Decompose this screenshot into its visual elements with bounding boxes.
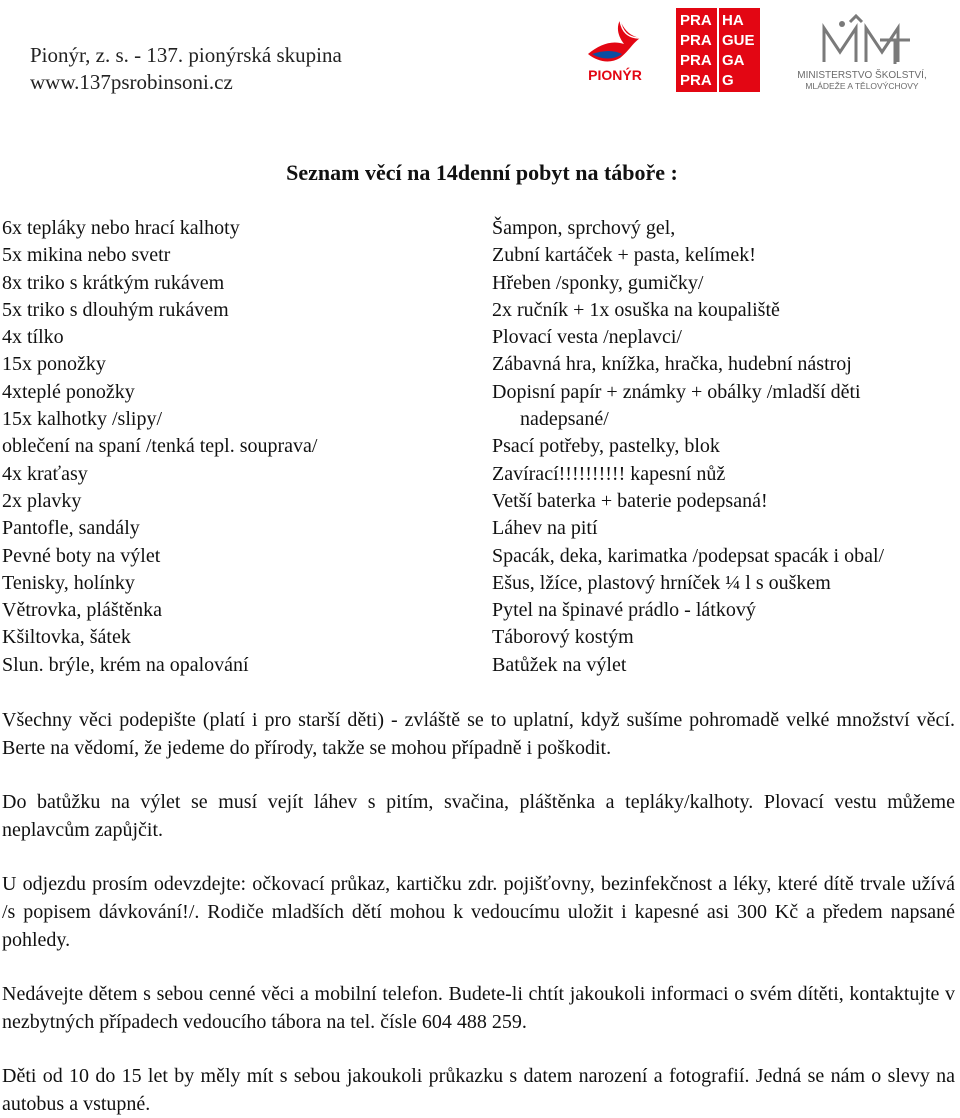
praha-letters-6: GA	[722, 52, 745, 69]
list-item: Láhev na pití	[492, 517, 598, 540]
praha-letters-7: PRA	[680, 72, 712, 89]
pionyr-logo-text: PIONÝR	[588, 67, 642, 83]
list-item: 5x triko s dlouhým rukávem	[2, 298, 229, 321]
praha-letters-1: PRA	[680, 12, 712, 29]
praha-letters-5: PRA	[680, 52, 712, 69]
paragraph-labeling: Všechny věci podepište (platí i pro starší děti) - zvláště se to uplatní, když sušíme pohromadě velké množství věcí. Berte na vědomí, že jedeme do přírody, takže se mohou případně i poškodit.	[2, 709, 955, 759]
msmt-text-line1: MINISTERSTVO ŠKOLSTVÍ,	[797, 70, 927, 81]
list-item: Táborový kostým	[492, 626, 634, 649]
list-item: 2x plavky	[2, 489, 82, 512]
list-item: Spacák, deka, karimatka /podepsat spacák i obal/	[492, 544, 885, 567]
list-item: Psací potřeby, pastelky, blok	[492, 435, 720, 458]
paragraph-documents: U odjezdu prosím odevzdejte: očkovací průkaz, kartičku zdr. pojišťovny, bezinfekčnost a léky, které dítě trvale užívá /s popisem dávkování!/. Rodiče mladších dětí mohou k vedoucímu uložit i kapesné asi 300 Kč a předem napsané pohledy.	[2, 873, 955, 951]
list-item: 15x ponožky	[2, 353, 106, 376]
list-item: Tenisky, holínky	[2, 571, 135, 594]
list-item: 4x tílko	[2, 326, 64, 349]
list-item: Ešus, lžíce, plastový hrníček ¼ l s ouškem	[492, 571, 831, 594]
organization-name: Pionýr, z. s. - 137. pionýrská skupina	[30, 43, 342, 67]
clothing-list	[2, 215, 317, 679]
list-item: 8x triko s krátkým rukávem	[2, 271, 225, 294]
list-item: Pytel na špinavé prádlo - látkový	[492, 599, 756, 622]
list-item: Pantofle, sandály	[2, 517, 140, 540]
pionyr-logo	[580, 14, 650, 86]
praha-logo	[676, 8, 760, 92]
list-item: Slun. brýle, krém na opalování	[2, 653, 249, 676]
msmt-text-line2: MLÁDEŽE A TĚLOVÝCHOVY	[805, 81, 919, 91]
list-item: Pevné boty na výlet	[2, 544, 161, 567]
list-item: Zábavná hra, knížka, hračka, hudební nástroj	[492, 353, 852, 376]
praha-letters-8: G	[722, 72, 734, 89]
list-item: Zavírací!!!!!!!!!! kapesní nůž	[492, 462, 726, 485]
list-item: 6x tepláky nebo hrací kalhoty	[2, 217, 240, 239]
list-item: oblečení na spaní /tenká tepl. souprava/	[2, 435, 318, 458]
list-item: Hřeben /sponky, gumičky/	[492, 271, 704, 294]
list-item: nadepsané/	[520, 408, 609, 431]
praha-letters-4: GUE	[722, 32, 755, 49]
list-item: 15x kalhotky /slipy/	[2, 408, 162, 431]
paragraph-backpack: Do batůžku na výlet se musí vejít láhev s pitím, svačina, pláštěnka a tepláky/kalhoty. Plovací vestu můžeme neplavcům zapůjčit.	[2, 791, 955, 841]
list-item: Zubní kartáček + pasta, kelímek!	[492, 244, 756, 267]
msmt-logo	[784, 12, 940, 92]
msmt-monogram-icon	[824, 16, 910, 64]
list-item: 5x mikina nebo svetr	[2, 244, 171, 267]
praha-letters-3: PRA	[680, 32, 712, 49]
list-item: 2x ručník + 1x osuška na koupaliště	[492, 298, 780, 321]
list-item: Dopisní papír + známky + obálky /mladší děti	[492, 380, 861, 403]
list-item: Kšiltovka, šátek	[2, 626, 131, 649]
document-title-text: Seznam věcí na 14denní pobyt na táboře :	[286, 160, 678, 185]
document-title	[0, 160, 960, 186]
paragraph-id-card: Děti od 10 do 15 let by měly mít s sebou jakoukoli průkazku s datem narození a fotografií. Jedná se nám o slevy na autobus a vstupné.	[2, 1065, 955, 1115]
pionyr-bird-icon	[588, 20, 640, 61]
organization-website: www.137psrobinsoni.cz	[30, 70, 233, 94]
paragraph-valuables: Nedávejte dětem s sebou cenné věci a mobilní telefon. Budete-li chtít jakoukoli informaci o svém dítěti, kontaktujte v nezbytných případech vedoucího tábora na tel. čísle 604 488 259.	[2, 983, 955, 1033]
list-item: Šampon, sprchový gel,	[492, 217, 676, 239]
list-item: Batůžek na výlet	[492, 653, 627, 676]
list-item: Větrovka, pláštěnka	[2, 599, 162, 622]
equipment-list	[492, 215, 884, 679]
organization-header	[30, 42, 342, 96]
list-item: Vetší baterka + baterie podepsaná!	[492, 489, 768, 512]
praha-letters-2: HA	[722, 12, 744, 29]
list-item: 4xteplé ponožky	[2, 380, 135, 403]
list-item: Plovací vesta /neplavci/	[492, 326, 682, 349]
list-item: 4x kraťasy	[2, 462, 88, 485]
